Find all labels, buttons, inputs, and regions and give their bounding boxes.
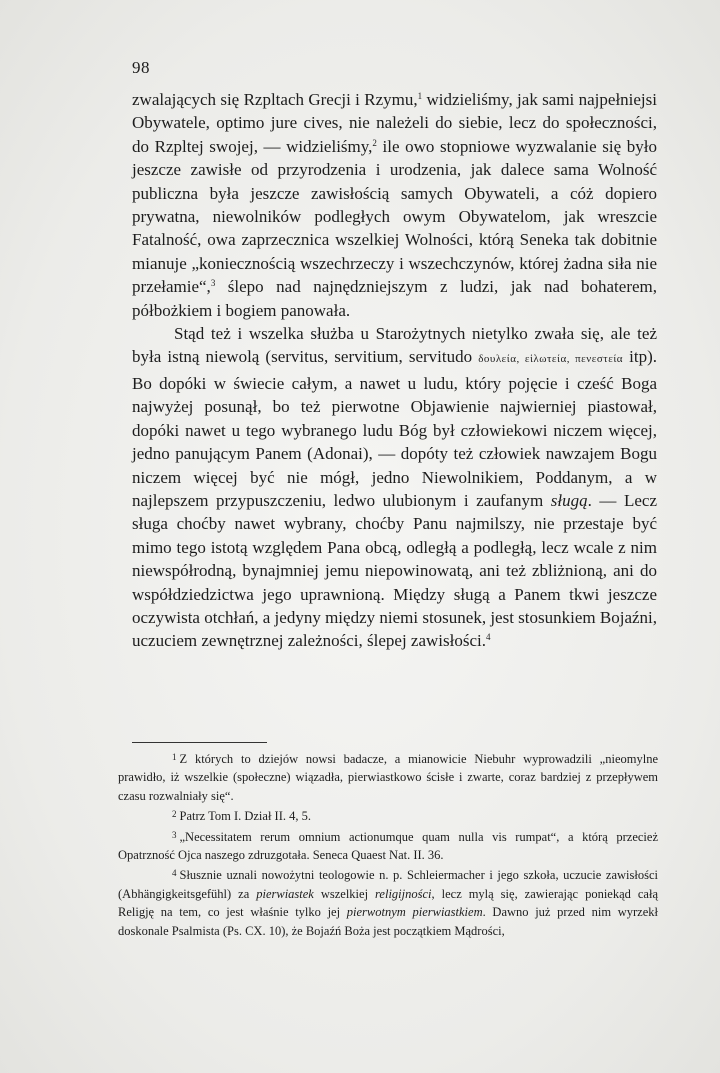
body-text — [132, 88, 657, 653]
paragraph-1: zwalających się Rzpltach Grecji i Rzymu,$^1$ widzieliśmy, jak sami najpełniejsi Obywatele, optimo jure cives, nie należeli do siebie, lecz do społeczności, do Rzpltej swojej, — widzieliśmy,$^2$ ile owo stopniowe wyzwalanie się było jeszcze zawisłe od przyrodzenia i urodzenia, jak dalece sama Wolność publiczna była jeszcze zawisłością samych Obywateli, a cóż dopiero prywatna, niewolników podległych owym Obywatelom, jak wreszcie Fatalność, owa zaprzecznica wszelkiej Wolności, którą Seneka tak dobitnie mianuje „koniecznością wszechrzeczy i wszechczynów, której żadna siła nie przełamie“,$^3$ ślepo nad najnędzniejszym z ludzi, jak nad bohaterem, półbożkiem i bogiem panowała. — [132, 90, 657, 320]
emphasis-sluga: sługą — [550, 490, 588, 510]
footnote-3: $^3$ „Necessitatem rerum omnium actionumque quam nulla vis rumpat“, a którą przecież Opatrzność Ojca naszego zdruzgotała. Seneca Quaest Nat. II. 36. — [118, 829, 658, 863]
footnote-ref-2[interactable]: 2 — [372, 137, 377, 148]
footnote-ref-1[interactable]: 1 — [417, 91, 423, 101]
footnote-2: $^2$ Patrz Tom I. Dział II. 4, 5. — [172, 809, 312, 824]
footnote-ref-3[interactable]: 3 — [210, 278, 216, 289]
footnotes — [118, 748, 658, 940]
footnote-4: $^4$ Słusznie uznali nowożytni teologowie n. p. Schleiermacher i jego szkoła, uczucie zawisłości (Abhängigkeitsgefühl) za pierwiastek wszelkiej religijności, lecz mylą się, zawierając poniekąd całą Religję na tem, co jest właśnie tylko jej pierwotnym pierwiastkiem. Dawno już przed nim wyrzekł doskonale Psalmista (Ps. CX. 10), że Bojaźń Boża jest początkiem Mądrości, — [118, 868, 658, 938]
footnote-divider — [132, 742, 267, 743]
footnote-1: $^1$ Z których to dziejów nowsi badacze, a mianowicie Niebuhr wyprowadzili „nieomylne prawidło, iż wszelkie (społeczne) wiązadła, pierwiastkowo ścisłe i zwarte, coraz bardziej z przepływem czasu rozwalniały się“. — [118, 752, 658, 803]
page-number: 98 — [132, 58, 150, 77]
footnote-ref-4[interactable]: 4 — [486, 632, 491, 643]
greek-terms: δουλεία, εἱλωτεία, πενεστεία — [478, 353, 624, 366]
paragraph-2: Stąd też i wszelka służba u Starożytnych nietylko zwała się, ale też była istną niewolą (servitus, servitium, servitudo δουλεία, εἱλωτεία, πενεστεία itp). Bo dopóki w świecie całym, a nawet u ludu, który pojęcie i cześć Boga najwyżej posunął, bo też pierwotne Objawienie najwierniej piastował, dopóki nawet u tego wybranego ludu Bóg był człowiekowi niczem więcej, jedno panującym Panem (Adonai), — dopóty też człowiek nawzajem Bogu niczem więcej być nie mógł, jedno Niewolnikiem, Poddanym, a w najlepszem przypuszczeniu, ledwo ulubionym i zaufanym sługą. — Lecz sługa choćby nawet wybrany, choćby Panu najmilszy, nie przestaje być mimo tego istotą względem Pana obcą, odległą a podległą, lecz wcale z nim niewspółrodną, bynajmniej jemu niepowinowatą, ani też zbliżnioną, ani do współdziedzictwa jego uprawnioną. Między sługą a Panem tkwi jeszcze oczywista otchłań, a jedyny między niemi stosunek, jest stosunkiem Bojaźni, uczuciem zewnętrznej zależności, ślepej zawisłości.$^4$ — [132, 324, 658, 651]
